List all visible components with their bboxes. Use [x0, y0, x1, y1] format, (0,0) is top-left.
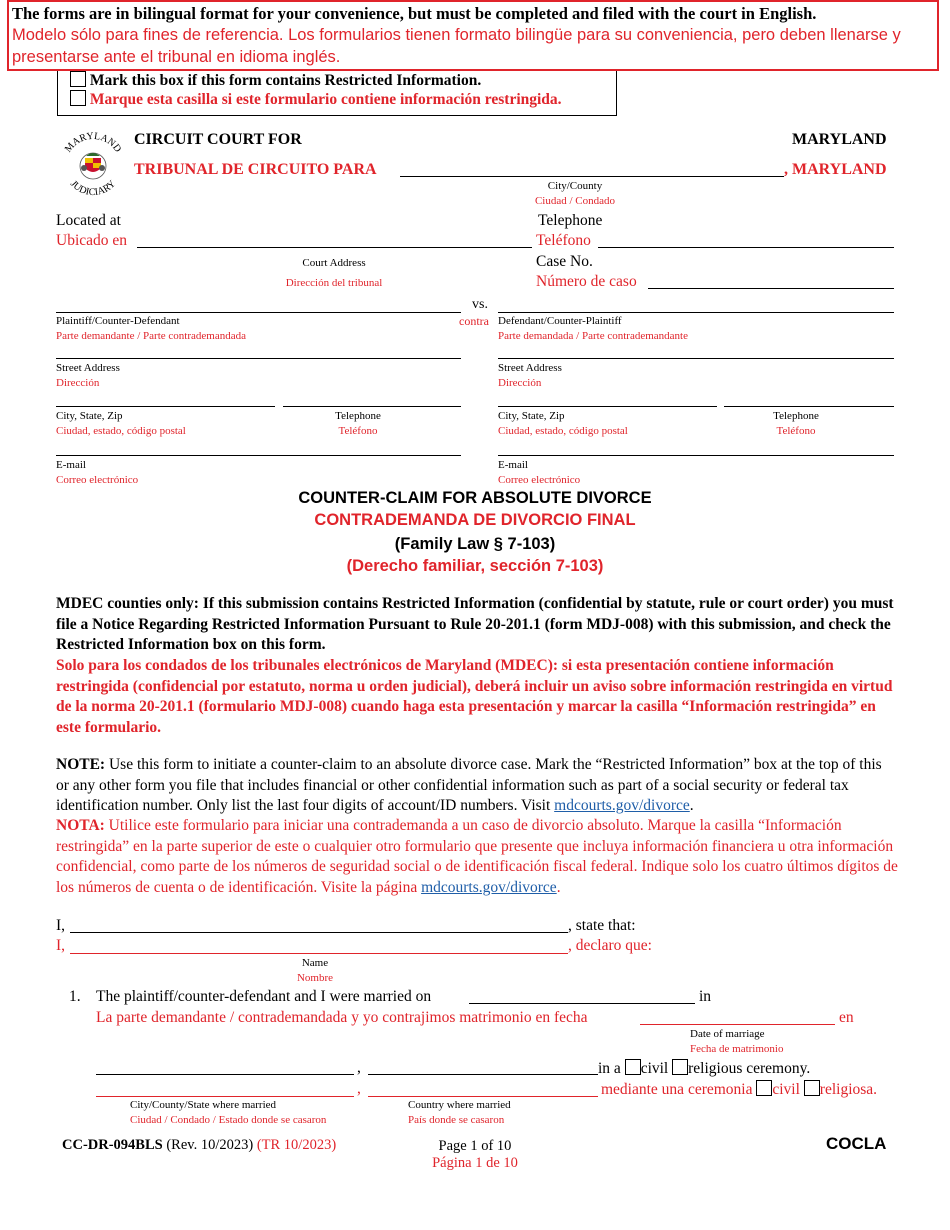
court-address-caption-es: Dirección del tribunal [285, 277, 383, 289]
note-en [56, 755, 898, 817]
court-label-en: CIRCUIT COURT FOR [134, 131, 302, 148]
note-text-en: Use this form to initiate a counter-claim to an absolute divorce case. Mark the “Restricted Information” box at the top of this or any other form you file that includes financial or other confidential information such as part of a social security or federal tax identification number. Only list the last four digits of account/ID numbers. Visit [56, 756, 882, 814]
defendant-telephone-field[interactable] [724, 406, 894, 407]
plaintiff-email-field[interactable] [56, 455, 461, 456]
plaintiff-caption-es: Parte demandante / Parte contrademandada [56, 330, 246, 342]
marriage-date-field[interactable] [469, 1003, 695, 1004]
item-1-in-a [598, 1059, 810, 1078]
footer-form-id [62, 1137, 336, 1154]
defendant-caption-es: Parte demandada / Parte contrademandante [498, 330, 688, 342]
statement-state-en: , state that: [568, 917, 636, 934]
place-comma-es: , [357, 1080, 361, 1097]
vs-label: vs. [472, 297, 488, 312]
telephone-label-en: Telephone [538, 212, 603, 229]
court-address-caption-en: Court Address [302, 257, 366, 269]
plaintiff-street-caption-es: Dirección [56, 377, 100, 389]
defendant-email-caption-es: Correo electrónico [498, 474, 581, 486]
marriage-place-es-line [96, 1096, 354, 1097]
plaintiff-street-field[interactable] [56, 358, 461, 359]
plaintiff-email-caption-es: Correo electrónico [56, 474, 139, 486]
plaintiff-telephone-field[interactable] [283, 406, 461, 407]
seal-icon [58, 128, 128, 198]
court-address-field[interactable] [137, 247, 532, 248]
form-tr: (TR 10/2023) [253, 1137, 337, 1153]
marriage-country-field[interactable] [368, 1074, 598, 1075]
defendant-caption-en: Defendant/Counter-Plaintiff [498, 315, 622, 327]
place-caption-en: City/County/State where married [130, 1099, 277, 1111]
defendant-tel-caption-en: Telephone [773, 410, 819, 422]
restricted-label-es: Marque esta casilla si este formulario contiene información restringida. [89, 91, 562, 108]
name-caption-en: Name [301, 957, 329, 969]
banner-english: The forms are in bilingual format for your convenience, but must be completed and filed with the court in English. [12, 4, 817, 23]
form-title-es: CONTRADEMANDA DE DIVORCIO FINAL [314, 511, 636, 529]
name-caption-es: Nombre [296, 972, 334, 984]
plaintiff-street-caption-en: Street Address [56, 362, 120, 374]
note-label-en: NOTE: [56, 756, 106, 773]
defendant-tel-caption-es: Teléfono [776, 425, 816, 437]
statement-i-es: I, [56, 937, 66, 954]
mediante-label: mediante una ceremonia [601, 1081, 753, 1098]
plaintiff-tel-caption-en: Telephone [335, 410, 381, 422]
marriage-place-field[interactable] [96, 1074, 354, 1075]
item-1-in-es: en [839, 1009, 854, 1026]
defendant-street-field[interactable] [498, 358, 894, 359]
in-a-label: in a [598, 1060, 621, 1077]
defendant-city-field[interactable] [498, 406, 717, 407]
item-1-mediante [601, 1080, 877, 1099]
reference-banner [7, 0, 939, 71]
restricted-checkbox-en[interactable] [70, 71, 86, 87]
defendant-name-field[interactable] [498, 312, 894, 313]
religious-label-en: religious ceremony. [688, 1060, 811, 1077]
statement-i-en: I, [56, 917, 66, 934]
marriage-date-es-line [640, 1024, 835, 1025]
state-label-en: MARYLAND [792, 131, 887, 148]
court-telephone-field[interactable] [598, 247, 894, 248]
country-caption-en: Country where married [408, 1099, 511, 1111]
plaintiff-city-caption-es: Ciudad, estado, código postal [56, 425, 186, 437]
city-county-caption-es: Ciudad / Condado [534, 195, 616, 207]
civil-label-en: civil [640, 1060, 669, 1077]
form-code: COCLA [826, 1134, 887, 1153]
civil-label-es: civil [772, 1081, 800, 1098]
name-field[interactable] [70, 932, 568, 933]
case-label-en: Case No. [536, 253, 593, 270]
page-number-es: Página 1 de 10 [432, 1155, 518, 1171]
plaintiff-city-caption-en: City, State, Zip [56, 410, 123, 422]
located-label-es: Ubicado en [56, 232, 128, 249]
mdec-notice-en: MDEC counties only: If this submission contains Restricted Information (confidential by statute, rule or court order) you must file a Notice Regarding Restricted Information Pursuant to Rule 20-201.1 (form MDJ-008) with this submission, and check the Restricted Information box on this form. [56, 595, 894, 653]
form-rev: (Rev. 10/2023) [162, 1137, 254, 1153]
religious-label-es: religiosa. [819, 1081, 878, 1098]
page-number-en: Page 1 of 10 [438, 1138, 512, 1154]
telephone-label-es: Teléfono [536, 232, 591, 249]
marriage-country-es-line [368, 1096, 598, 1097]
contra-label: contra [459, 314, 489, 328]
defendant-city-caption-es: Ciudad, estado, código postal [498, 425, 628, 437]
marriage-date-caption-en: Date of marriage [690, 1028, 765, 1040]
civil-checkbox-en[interactable] [625, 1059, 641, 1075]
plaintiff-tel-caption-es: Teléfono [338, 425, 378, 437]
plaintiff-name-field[interactable] [56, 312, 461, 313]
court-label-es: TRIBUNAL DE CIRCUITO PARA [134, 161, 377, 178]
seal-bottom-text: JUDICIARY [67, 178, 119, 198]
plaintiff-city-field[interactable] [56, 406, 275, 407]
banner-spanish: Modelo sólo para fines de referencia. Los formularios tienen formato bilingüe para su conveniencia, pero deben llenarse y presentarse ante el tribunal en idioma inglés. [12, 26, 901, 66]
religious-checkbox-es[interactable] [804, 1080, 820, 1096]
item-1-in-en: in [699, 988, 712, 1005]
form-law-en: (Family Law § 7-103) [394, 535, 556, 553]
state-label-es: , MARYLAND [784, 161, 887, 178]
defendant-street-caption-en: Street Address [498, 362, 562, 374]
note-period-en: . [689, 797, 694, 814]
form-title-en: COUNTER-CLAIM FOR ABSOLUTE DIVORCE [298, 489, 652, 507]
city-county-caption-en: City/County [547, 180, 603, 192]
mdec-notice-es: Solo para los condados de los tribunales electrónicos de Maryland (MDEC): si esta presentación contiene información restringida (confidencial por estatuto, norma u orden judicial), deberá incluir un aviso sobre información restringida en virtud de la norma 20-201.1 (formulario MDJ-008) cuando haga esta presentación y marcar la casilla “Información restringida” en este formulario. [56, 657, 893, 736]
form-id: CC-DR-094BLS [62, 1137, 163, 1153]
located-label-en: Located at [56, 212, 121, 229]
defendant-email-field[interactable] [498, 455, 894, 456]
item-1-number: 1. [69, 988, 81, 1005]
note-label-es: NOTA: [56, 817, 105, 834]
divorce-link-es[interactable]: mdcourts.gov/divorce [421, 878, 557, 896]
divorce-link-en[interactable]: mdcourts.gov/divorce [554, 797, 690, 814]
svg-text:MARYLAND [63, 131, 123, 155]
note-text-es: Utilice este formulario para iniciar una contrademanda a un caso de divorcio absoluto. Marque la casilla “Información restringida” en la parte superior de este o cualquier otro formulario que presente que incluya información financiera u otra información confidencial, como parte de los números de seguridad social o de identificación fiscal federal. Indique solo los cuatro últimos dígitos de los números de cuenta o de identificación. Visite la página [56, 817, 898, 896]
defendant-email-caption-en: E-mail [498, 459, 528, 471]
place-caption-es: Ciudad / Condado / Estado donde se casaron [130, 1114, 327, 1126]
svg-text:JUDICIARY [68, 178, 118, 198]
city-county-field[interactable] [400, 176, 784, 177]
plaintiff-email-caption-en: E-mail [56, 459, 86, 471]
judiciary-seal [58, 128, 128, 198]
form-law-es: (Derecho familiar, sección 7-103) [346, 557, 604, 575]
statement-state-es: , declaro que: [568, 937, 652, 954]
country-caption-es: País donde se casaron [408, 1114, 505, 1126]
restricted-checkbox-es[interactable] [70, 90, 86, 106]
seal-top-text: MARYLAND [62, 130, 124, 155]
restricted-label-en: Mark this box if this form contains Restricted Information. [89, 72, 482, 89]
religious-checkbox-en[interactable] [672, 1059, 688, 1075]
name-field-es-line [70, 953, 568, 954]
defendant-street-caption-es: Dirección [498, 377, 542, 389]
note-es [56, 816, 898, 898]
note-period-es: . [556, 878, 561, 896]
case-number-field[interactable] [648, 288, 894, 289]
defendant-city-caption-en: City, State, Zip [498, 410, 565, 422]
marriage-date-caption-es: Fecha de matrimonio [690, 1043, 784, 1055]
item-1-text-es: La parte demandante / contrademandada y yo contrajimos matrimonio en fecha [96, 1009, 588, 1026]
plaintiff-caption-en: Plaintiff/Counter-Defendant [56, 315, 180, 327]
item-1-text-en: The plaintiff/counter-defendant and I were married on [96, 988, 432, 1005]
place-comma-en: , [357, 1059, 361, 1076]
case-label-es: Número de caso [536, 273, 637, 290]
civil-checkbox-es[interactable] [756, 1080, 772, 1096]
